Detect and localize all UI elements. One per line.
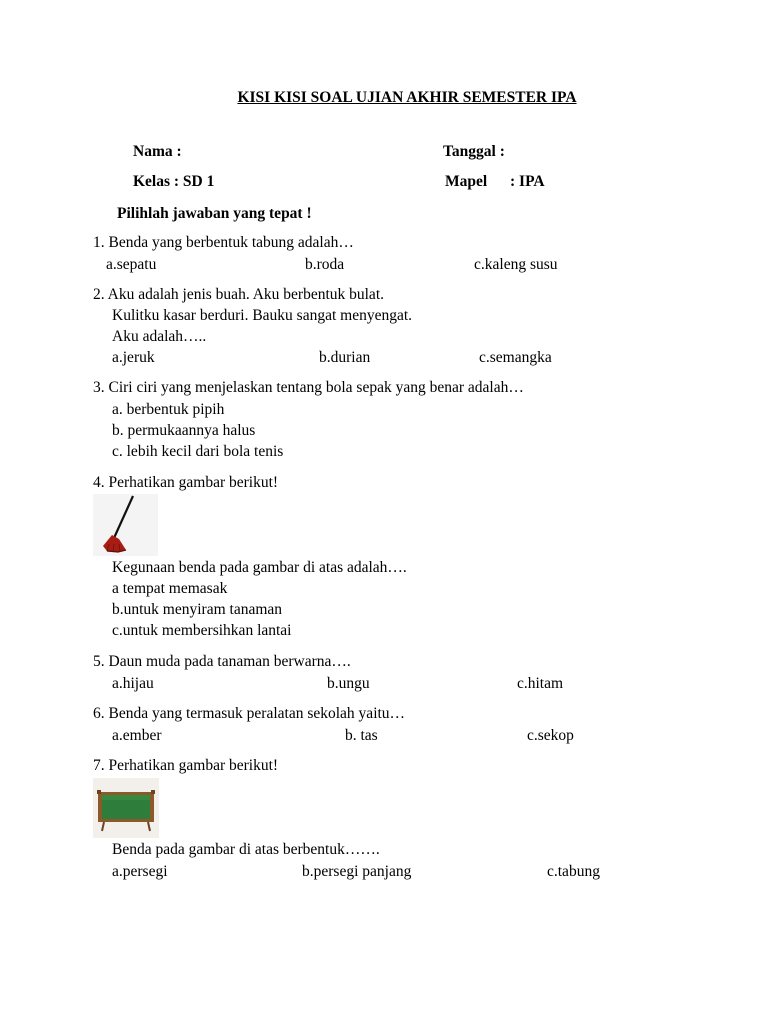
- blackboard-icon: [93, 778, 159, 838]
- question-2-text-line-2: Kulitku kasar berduri. Bauku sangat menyengat.: [112, 307, 413, 324]
- question-7-option-c: c.tabung: [547, 863, 600, 880]
- instruction: Pilihlah jawaban yang tepat !: [117, 205, 312, 222]
- question-4-option-a: a tempat memasak: [112, 580, 228, 597]
- date-label: Tanggal :: [443, 143, 505, 160]
- subject-value: : IPA: [510, 173, 545, 190]
- question-4-option-c: c.untuk membersihkan lantai: [112, 622, 292, 639]
- question-1-option-c: c.kaleng susu: [474, 256, 558, 273]
- question-2-text-line-3: Aku adalah…..: [112, 328, 207, 345]
- question-4-text-line-2: Kegunaan benda pada gambar di atas adalah….: [112, 559, 407, 576]
- class-label: Kelas : SD 1: [133, 173, 215, 190]
- question-5-option-c: c.hitam: [517, 675, 564, 692]
- question-5-option-a: a.hijau: [112, 675, 154, 692]
- page-title: KISI KISI SOAL UJIAN AKHIR SEMESTER IPA: [237, 89, 577, 106]
- question-2-option-a: a.jeruk: [112, 349, 155, 366]
- question-2-option-b: b.durian: [319, 349, 371, 366]
- blackboard-image: [93, 778, 159, 838]
- question-1-text: 1. Benda yang berbentuk tabung adalah…: [93, 234, 354, 251]
- question-7-option-b: b.persegi panjang: [302, 863, 412, 880]
- question-6-option-c: c.sekop: [527, 727, 574, 744]
- question-5-text: 5. Daun muda pada tanaman berwarna….: [93, 653, 351, 670]
- question-4-text: 4. Perhatikan gambar berikut!: [93, 474, 279, 491]
- question-3-option-a: a. berbentuk pipih: [112, 401, 225, 418]
- question-2-text: 2. Aku adalah jenis buah. Aku berbentuk bulat.: [93, 286, 384, 303]
- subject-label: Mapel: [445, 173, 488, 190]
- question-3-text: 3. Ciri ciri yang menjelaskan tentang bola sepak yang benar adalah…: [93, 379, 524, 396]
- question-7-text: 7. Perhatikan gambar berikut!: [93, 757, 279, 774]
- question-6-option-b: b. tas: [345, 727, 378, 744]
- question-4-option-b: b.untuk menyiram tanaman: [112, 601, 283, 618]
- question-7-option-a: a.persegi: [112, 863, 168, 880]
- question-3-option-c: c. lebih kecil dari bola tenis: [112, 443, 284, 460]
- question-5-option-b: b.ungu: [327, 675, 370, 692]
- name-label: Nama :: [133, 143, 182, 160]
- question-6-text: 6. Benda yang termasuk peralatan sekolah yaitu…: [93, 705, 406, 722]
- question-1-option-a: a.sepatu: [106, 256, 157, 273]
- question-3-option-b: b. permukaannya halus: [112, 422, 256, 439]
- question-1-option-b: b.roda: [305, 256, 345, 273]
- question-2-option-c: c.semangka: [479, 349, 552, 366]
- broom-icon: [93, 494, 158, 556]
- question-6-option-a: a.ember: [112, 727, 162, 744]
- broom-image: [93, 494, 158, 556]
- question-7-text-line-2: Benda pada gambar di atas berbentuk…….: [112, 841, 380, 858]
